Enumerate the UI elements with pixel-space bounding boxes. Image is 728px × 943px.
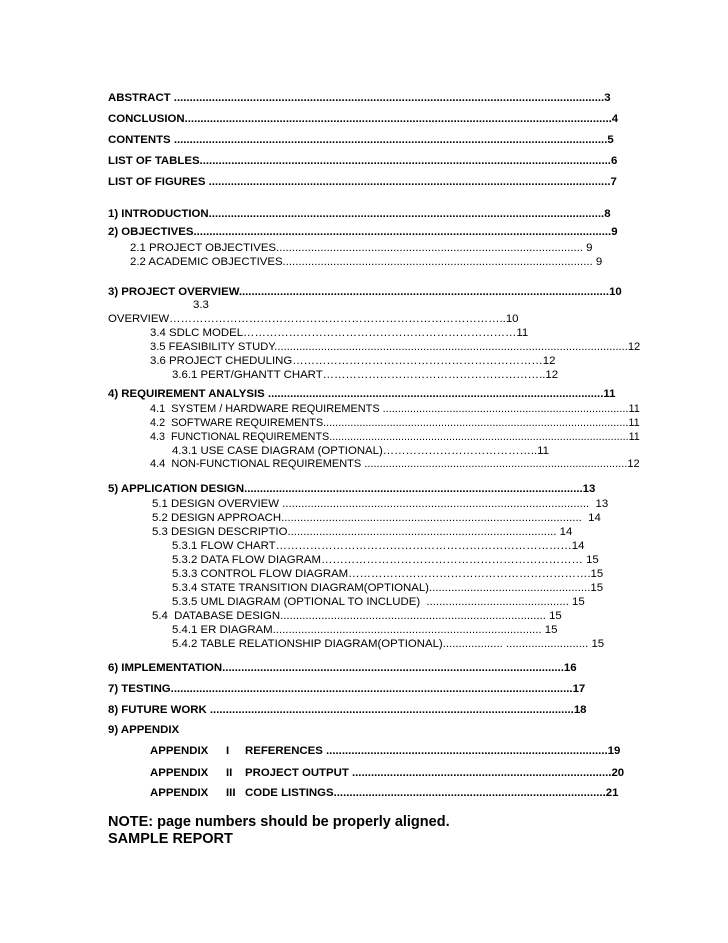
toc-4-2: 4.2 SOFTWARE REQUIREMENTS.....................................................................................................11 bbox=[150, 417, 640, 429]
toc-5-4: 5.4 DATABASE DESIGN.................................................................................... 15 bbox=[152, 610, 562, 622]
appendix-word: APPENDIX bbox=[150, 787, 209, 799]
appendix-number: II bbox=[226, 767, 233, 779]
toc-5-4-1: 5.4.1 ER DIAGRAM..................................................................................... 15 bbox=[172, 624, 558, 636]
toc-5-3: 5.3 DESIGN DESCRIPTIO..................................................................................... 14 bbox=[152, 526, 573, 538]
toc-5-3-4: 5.3.4 STATE TRANSITION DIAGRAM(OPTIONAL)...................................................15 bbox=[172, 582, 604, 594]
appendix-title: PROJECT OUTPUT ..................................................................................20 bbox=[245, 767, 625, 779]
toc-5-3-3: 5.3.3 CONTROL FLOW DIAGRAM……………………………………………………….15 bbox=[172, 568, 604, 580]
toc-3-6: 3.6 PROJECT CHEDULING…………………………………………………………12 bbox=[150, 355, 556, 367]
toc-5-1: 5.1 DESIGN OVERVIEW ................................................................................................. 13 bbox=[152, 498, 609, 510]
toc-conclusion: CONCLUSION.......................................................................................................................................4 bbox=[108, 113, 619, 125]
toc-introduction: 1) INTRODUCTION.............................................................................................................................8 bbox=[108, 208, 611, 220]
toc-3-4: 3.4 SDLC MODEL………………………………………………………………11 bbox=[150, 327, 529, 339]
toc-appendix: 9) APPENDIX bbox=[108, 724, 180, 736]
appendix-word: APPENDIX bbox=[150, 767, 209, 779]
toc-objectives: 2) OBJECTIVES....................................................................................................................................9 bbox=[108, 226, 618, 238]
appendix-number: III bbox=[226, 787, 236, 799]
appendix-number: I bbox=[226, 745, 230, 757]
toc-5-2: 5.2 DESIGN APPROACH............................................................................................... 14 bbox=[152, 512, 601, 524]
toc-3-3-number: 3.3 bbox=[193, 299, 209, 311]
toc-5-3-1: 5.3.1 FLOW CHART……………………………………………………………………14 bbox=[172, 540, 585, 552]
appendix-word: APPENDIX bbox=[150, 745, 209, 757]
toc-implementation: 6) IMPLEMENTATION............................................................................................................16 bbox=[108, 662, 577, 674]
toc-testing: 7) TESTING...............................................................................................................................17 bbox=[108, 683, 586, 695]
toc-list-of-figures: LIST OF FIGURES ...............................................................................................................................7 bbox=[108, 176, 617, 188]
toc-future-work: 8) FUTURE WORK ...................................................................................................................18 bbox=[108, 704, 587, 716]
toc-3-6-1: 3.6.1 PERT/GHANTT CHART…………………………………………………..12 bbox=[172, 369, 559, 381]
toc-5-4-2: 5.4.2 TABLE RELATIONSHIP DIAGRAM(OPTIONAL)................... .......................... 15 bbox=[172, 638, 605, 650]
toc-3-5: 3.5 FEASIBILITY STUDY..................................................................................................................12 bbox=[150, 341, 641, 353]
toc-application-design: 5) APPLICATION DESIGN...........................................................................................................13 bbox=[108, 483, 596, 495]
toc-3-3: OVERVIEW……………………………………………………………………………..10 bbox=[108, 313, 519, 325]
toc-contents: CONTENTS .........................................................................................................................................5 bbox=[108, 134, 614, 146]
note-text: NOTE: page numbers should be properly aligned. bbox=[108, 814, 450, 830]
toc-list-of-tables: LIST OF TABLES..................................................................................................................................6 bbox=[108, 155, 618, 167]
toc-4-1: 4.1 SYSTEM / HARDWARE REQUIREMENTS .................................................................................11 bbox=[150, 403, 640, 415]
appendix-title: CODE LISTINGS......................................................................................21 bbox=[245, 787, 619, 799]
toc-4-4: 4.4 NON-FUNCTIONAL REQUIREMENTS ......................................................................................12 bbox=[150, 458, 640, 470]
toc-5-3-5: 5.3.5 UML DIAGRAM (OPTIONAL TO INCLUDE) ............................................. 15 bbox=[172, 596, 585, 608]
toc-4-3-1: 4.3.1 USE CASE DIAGRAM (OPTIONAL)…………………………………..11 bbox=[172, 445, 550, 457]
appendix-title: REFERENCES .........................................................................................19 bbox=[245, 745, 621, 757]
toc-abstract: ABSTRACT ........................................................................................................................................3 bbox=[108, 92, 611, 104]
toc-5-3-2: 5.3.2 DATA FLOW DIAGRAM…………………………………………………………… 15 bbox=[172, 554, 599, 566]
toc-2-1: 2.1 PROJECT OBJECTIVES................................................................................................. 9 bbox=[130, 242, 593, 254]
toc-2-2: 2.2 ACADEMIC OBJECTIVES.................................................................................................. 9 bbox=[130, 256, 603, 268]
toc-requirement-analysis: 4) REQUIREMENT ANALYSIS ..........................................................................................................11 bbox=[108, 388, 616, 400]
toc-project-overview: 3) PROJECT OVERVIEW.....................................................................................................................10 bbox=[108, 286, 622, 298]
sample-report-label: SAMPLE REPORT bbox=[108, 831, 233, 847]
toc-4-3: 4.3 FUNCTIONAL REQUIREMENTS....................................................................................................11 bbox=[150, 431, 640, 443]
